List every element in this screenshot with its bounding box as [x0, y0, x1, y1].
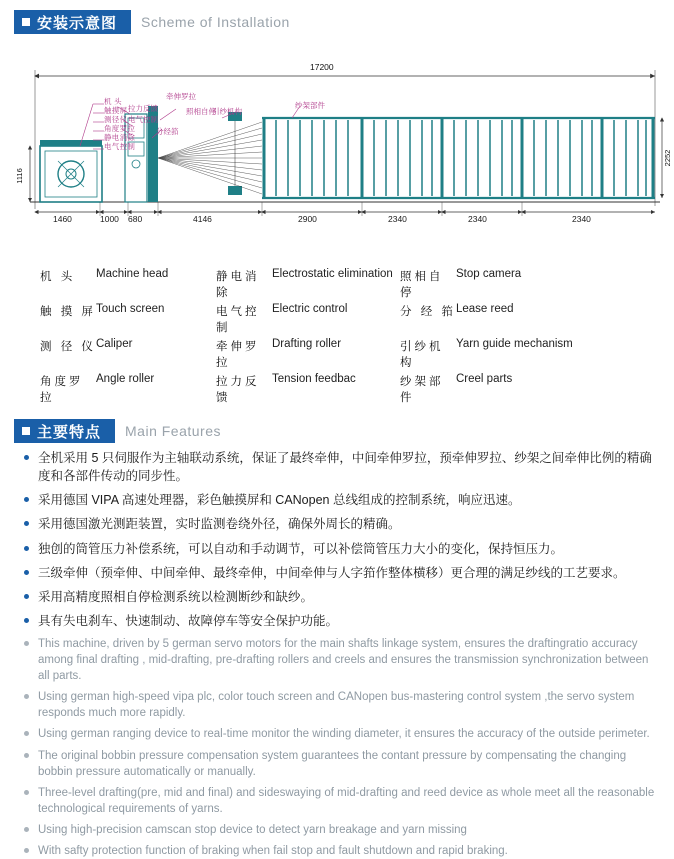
dim-label-2: 680 — [128, 214, 143, 224]
feature-cn-item: 独创的筒管压力补偿系统，可以自动和手动调节，可以补偿筒管压力大小的变化，保持恒压力。 — [22, 540, 656, 558]
callout-left-3: 角度罗拉 — [104, 124, 136, 133]
features-content — [0, 443, 674, 859]
svg-text:2252: 2252 — [663, 149, 672, 167]
legend-cn-11: 纱架部件 — [400, 376, 444, 404]
feature-en-item: This machine, driven by 5 german servo motors for the main shafts linkage system, ensures the draftingratio accuracy among final drafting , mid-drafting, pre-drafting rollers and creels and ensures the transmission synchronization between all parts. — [22, 636, 656, 684]
features-subtitle: Main Features — [125, 423, 221, 439]
legend-cn-3: 触 摸 屏 — [40, 306, 96, 318]
scheme-title: 安装示意图 — [37, 14, 118, 32]
callout-mid-0: 牵伸罗拉 — [166, 92, 196, 101]
features-section-header — [0, 405, 674, 443]
dim-label-6: 2340 — [468, 214, 487, 224]
legend-cn-10: 拉力反馈 — [216, 376, 260, 404]
dim-label-5: 2340 — [388, 214, 407, 224]
features-list-en — [22, 636, 656, 859]
legend-en-5: Lease reed — [456, 303, 514, 315]
callout-left-2: 测径仪 — [104, 115, 128, 124]
legend-table — [0, 268, 674, 405]
features-list-cn — [22, 449, 656, 630]
legend-cn-0: 机 头 — [40, 271, 76, 283]
overall-width-label: 17200 — [310, 62, 334, 72]
legend-en-11: Creel parts — [456, 373, 513, 385]
feature-en-item: Three-level drafting(pre, mid and final) and sideswaying of mid-drafting and reed device as whole meet all the reasonable technological requirements of yarns. — [22, 785, 656, 817]
legend-en-8: Yarn guide mechanism — [456, 338, 573, 350]
legend-cn-1: 静电消除 — [216, 271, 260, 299]
scheme-subtitle: Scheme of Installation — [141, 14, 290, 30]
square-bullet-icon — [22, 18, 30, 26]
dim-label-1: 1000 — [100, 214, 119, 224]
features-title: 主要特点 — [37, 423, 102, 441]
feature-en-item: Using high-precision camscan stop device to detect yarn breakage and yarn missing — [22, 822, 656, 838]
dim-label-4: 2900 — [298, 214, 317, 224]
legend-en-6: Caliper — [96, 338, 133, 350]
callout-mid-2: 电气控制 — [128, 115, 158, 124]
callout-left-5: 电气控制 — [104, 142, 136, 151]
legend-cn-2: 照相自停 — [400, 271, 444, 299]
legend-cn-7: 牵伸罗拉 — [216, 341, 260, 369]
diagram-svg — [0, 34, 674, 264]
legend-cn-4: 电气控制 — [216, 306, 260, 334]
legend-cn-8: 引纱机构 — [400, 341, 444, 369]
legend-cn-6: 测 径 仪 — [40, 341, 96, 353]
callout-mid-4: 分经筘 — [156, 127, 179, 136]
installation-diagram — [0, 34, 674, 264]
dim-label-0: 1460 — [53, 214, 72, 224]
legend-en-0: Machine head — [96, 268, 169, 280]
legend-cn-9: 角度罗拉 — [40, 376, 84, 404]
feature-cn-item: 采用德国 VIPA 高速处理器，彩色触摸屏和 CANopen 总线组成的控制系统，响应迅速。 — [22, 491, 656, 509]
feature-cn-item: 全机采用 5 只伺服作为主轴联动系统，保证了最终牵伸，中间牵伸罗拉，预牵伸罗拉、纱架之间牵伸比例的精确度和各部件传动的同步性。 — [22, 449, 656, 485]
feature-cn-item: 采用高精度照相自停检测系统以检测断纱和缺纱。 — [22, 588, 656, 606]
legend-en-1: Electrostatic elimination — [272, 268, 393, 280]
legend-en-9: Angle roller — [96, 373, 155, 385]
svg-text:1116: 1116 — [15, 168, 24, 184]
feature-en-item: Using german high-speed vipa plc, color touch screen and CANopen bus-mastering control system ,the servo system responds much more rapidly. — [22, 689, 656, 721]
scheme-title-bar — [14, 10, 131, 34]
feature-en-item: Using german ranging device to real-time monitor the winding diameter, it ensures the accuracy of the outside perimeter. — [22, 726, 656, 742]
legend-en-3: Touch screen — [96, 303, 165, 315]
feature-cn-item: 三级牵伸（预牵伸、中间牵伸、最终牵伸，中间牵伸与人字筘作整体横移）更合理的满足纱线的工艺要求。 — [22, 564, 656, 582]
callout-right-0: 引纱机构 — [212, 107, 242, 116]
feature-en-item: The original bobbin pressure compensation system guarantees the contant pressure by compensating the changing bobbin pressure automatically or manually. — [22, 748, 656, 780]
callout-mid-3: 照相自停 — [186, 107, 216, 116]
callout-right-1: 纱架部件 — [295, 101, 325, 110]
square-bullet-icon — [22, 427, 30, 435]
callout-left-4: 静电消除 — [104, 133, 136, 142]
dim-label-7: 2340 — [572, 214, 591, 224]
feature-cn-item: 采用德国激光测距装置，实时监测卷绕外径，确保外周长的精确。 — [22, 515, 656, 533]
features-title-bar — [14, 419, 115, 443]
dim-label-3: 4146 — [193, 214, 212, 224]
callout-left-1: 触摸屏 — [104, 106, 128, 115]
feature-cn-item: 具有失电刹车、快速制动、故障停车等安全保护功能。 — [22, 612, 656, 630]
legend-en-10: Tension feedbac — [272, 373, 356, 385]
callout-left-0: 机 头 — [104, 97, 122, 106]
feature-en-item: With safty protection function of braking when fail stop and fault shutdown and rapid braking. — [22, 843, 656, 859]
legend-en-4: Electric control — [272, 303, 348, 315]
scheme-section-header — [0, 0, 674, 34]
legend-en-2: Stop camera — [456, 268, 522, 280]
legend-en-7: Drafting roller — [272, 338, 342, 350]
callout-mid-1: 拉力反馈 — [128, 104, 158, 113]
legend-cn-5: 分 经 筘 — [400, 306, 456, 318]
